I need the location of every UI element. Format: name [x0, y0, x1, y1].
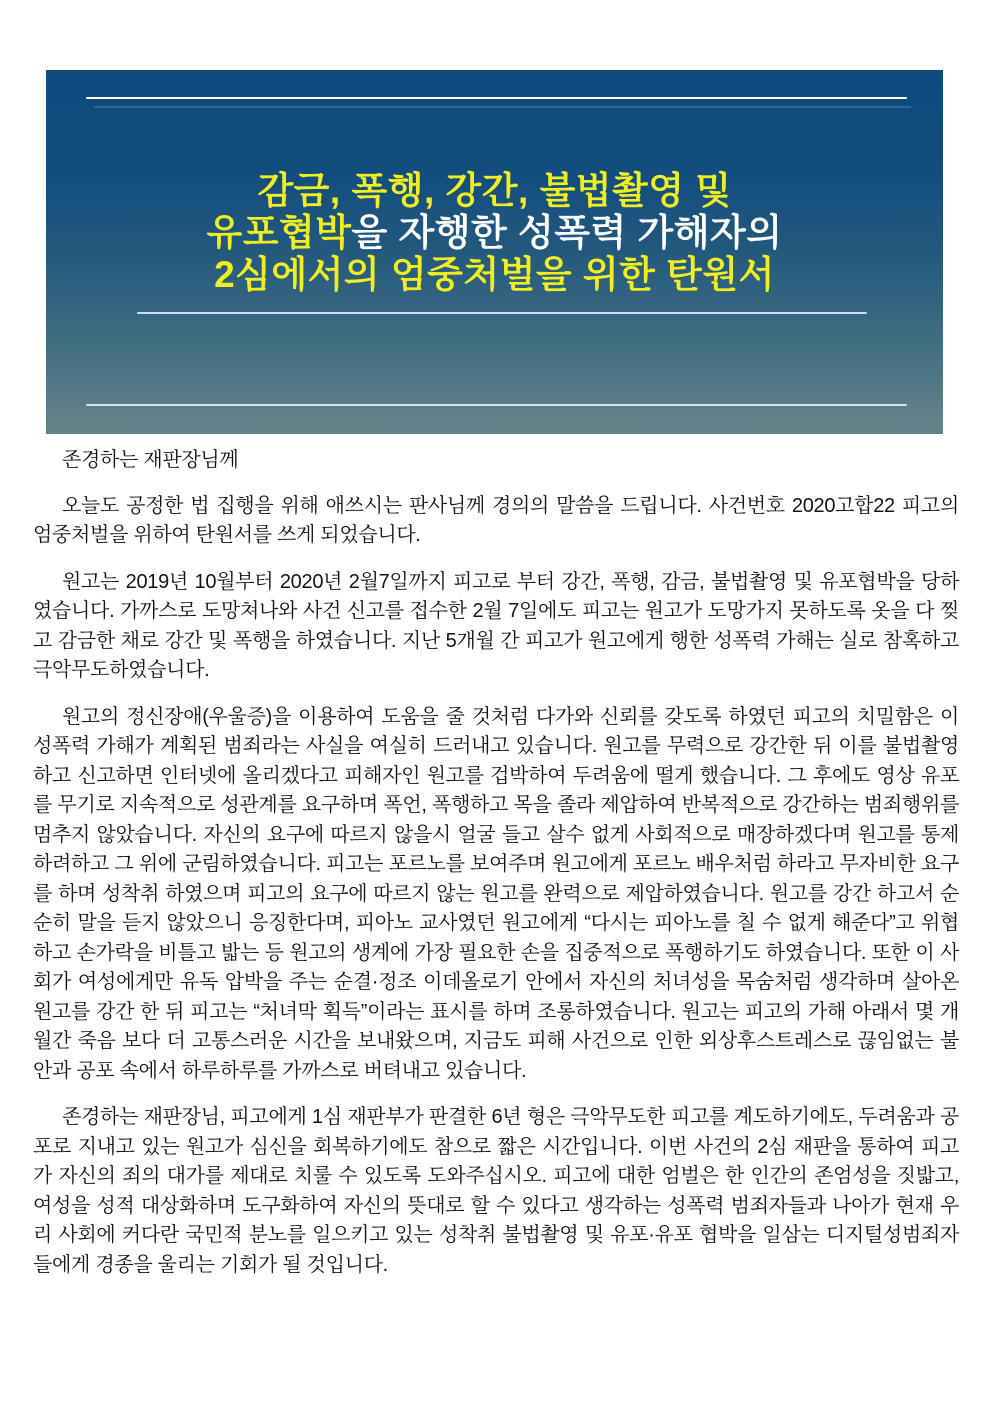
banner-title-line2-highlight: 유포협박 [206, 212, 352, 253]
banner-title [46, 170, 943, 296]
banner-title-line1 [46, 170, 943, 212]
banner-title-line3 [46, 254, 943, 296]
petition-paragraph-3: 원고의 정신장애(우울증)을 이용하여 도움을 줄 것처럼 다가와 신뢰를 갖도록 하였던 피고의 치밀함은 이 성폭력 가해가 계획된 범죄라는 사실을 여실히 드러내고 있습니다. 원고를 무력으로 강간한 뒤 이를 불법촬영하고 신고하면 인터넷에 올리겠다고 피해자인 원고를 겁박하여 두려움에 떨게 했습니다. 그 후에도 영상 유포를 무기로 지속적으로 성관계를 요구하며 폭언, 폭행하고 목을 졸라 제압하여 반복적으로 강간하는 범죄행위를 멈추지 않았습니다. 자신의 요구에 따르지 않을시 얼굴 들고 살수 없게 사회적으로 매장하겠다며 원고를 통제하려하고 그 위에 군림하였습니다. 피고는 포르노를 보여주며 원고에게 포르노 배우처럼 하라고 무자비한 요구를 하며 성착취 하였으며 피고의 요구에 따르지 않는 원고를 완력으로 제압하였습니다. 원고를 강간 하고서 순순히 말을 듣지 않았으니 응징한다며, 피아노 교사였던 원고에게 “다시는 피아노를 칠 수 없게 해준다”고 위협하고 손가락을 비틀고 밟는 등 원고의 생계에 가장 필요한 손을 집중적으로 폭행하기도 하였습니다. 또한 이 사회가 여성에게만 유독 압박을 주는 순결·정조 이데올로기 안에서 자신의 처녀성을 목숨처럼 생각하며 살아온 원고를 강간 한 뒤 피고는 “처녀막 획득”이라는 표시를 하며 조롱하였습니다. 원고는 피고의 가해 아래서 몇 개월간 죽음 보다 더 고통스러운 시간을 보내왔으며, 지금도 피해 사건으로 인한 외상후스트레스로 끊임없는 불안과 공포 속에서 하루하루를 가까스로 버텨내고 있습니다. [33, 705, 959, 1082]
banner-title-line2-rest: 을 자행한 성폭력 가해자의 [351, 212, 783, 253]
divider-line-bottom [86, 404, 907, 406]
petition-letter-body [33, 446, 959, 1297]
petition-paragraph-4: 존경하는 재판장님, 피고에게 1심 재판부가 판결한 6년 형은 극악무도한 피고를 계도하기에도, 두려움과 공포로 지내고 있는 원고가 심신을 회복하기에도 참으로 짧은 시간입니다. 이번 사건의 2심 재판을 통하여 피고가 자신의 죄의 대가를 제대로 치룰 수 있도록 도와주십시오. 피고에 대한 엄벌은 한 인간의 존엄성을 짓밟고, 여성을 성적 대상화하며 도구화하여 자신의 뜻대로 할 수 있다고 생각하는 성폭력 범죄자들과 나아가 현재 우리 사회에 커다란 국민적 분노를 일으키고 있는 성착취 불법촬영 및 유포·유포 협박을 일삼는 디지털성범죄자들에게 경종을 울리는 기회가 될 것입니다. [33, 1106, 959, 1276]
banner-title-line2 [46, 212, 943, 254]
banner-title-line1-text: 감금, 폭행, 강간, 불법촬영 및 [257, 170, 732, 211]
petition-paragraph-1: 오늘도 공정한 법 집행을 위해 애쓰시는 판사님께 경의의 말씀을 드립니다. 사건번호 2020고합22 피고의 엄중처벌을 위하여 탄원서를 쓰게 되었습니다. [33, 494, 959, 546]
petition-paragraph-2: 원고는 2019년 10월부터 2020년 2월7일까지 피고로 부터 강간, 폭행, 감금, 불법촬영 및 유포협박을 당하였습니다. 가까스로 도망쳐나와 사건 신고를 접수한 2월 7일에도 피고는 원고가 도망가지 못하도록 옷을 다 찢고 감금한 채로 강간 및 폭행을 하였습니다. 지난 5개월 간 피고가 원고에게 행한 성폭력 가해는 실로 참혹하고 극악무도하였습니다. [33, 570, 959, 681]
banner-title-line3-text: 2심에서의 엄중처벌을 위한 탄원서 [214, 254, 775, 295]
salutation: 존경하는 재판장님께 [62, 449, 239, 471]
divider-line-middle [137, 312, 867, 314]
divider-line-top [86, 97, 907, 99]
petition-banner [46, 70, 943, 434]
